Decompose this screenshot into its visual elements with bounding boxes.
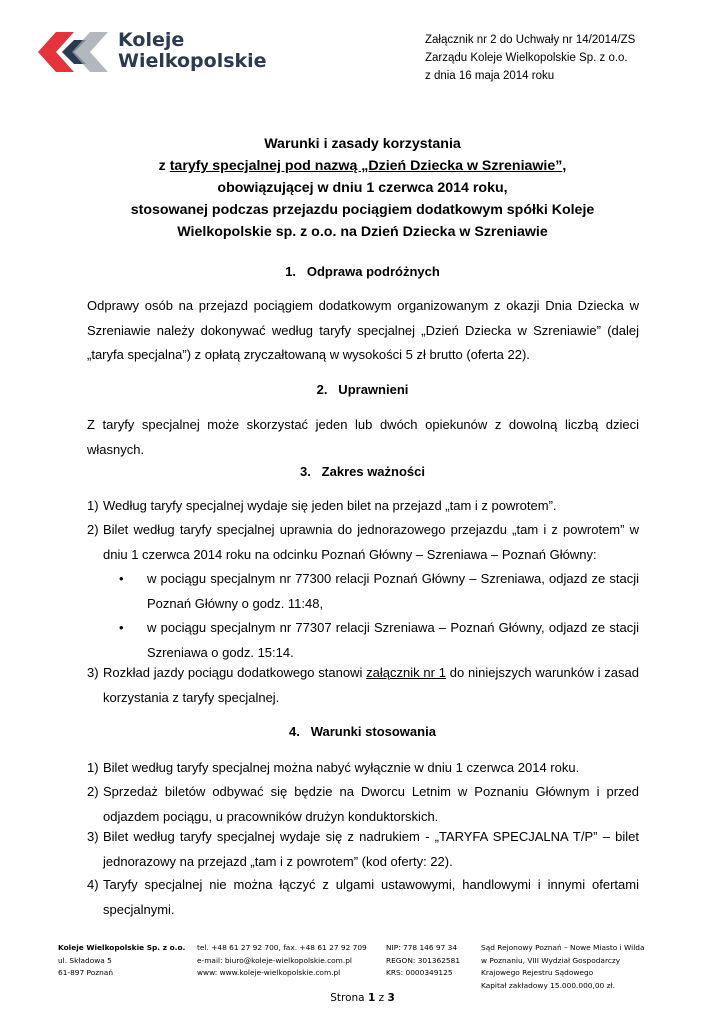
footer-website[interactable]: www: www.koleje-wielkopolskie.com.pl [197,968,341,977]
logo-wordmark [118,30,267,72]
page-label: Strona [330,992,368,1004]
annex-line-1: Załącznik nr 2 do Uchwały nr 14/2014/ZS [425,34,636,46]
title-line-2 [60,155,665,177]
section-4-item-4 [87,873,639,922]
item-text: Sprzedaż biletów odbywać się będzie na Dworcu Letnim w Poznaniu Głównym i przed odjazdem pociągu, u pracowników drużyn konduktorskich. [103,784,639,824]
item-text [87,661,639,710]
footer-krs: KRS: 0000349125 [386,968,453,977]
title-line-5: Wielkopolskie sp. z o.o. na Dzień Dziecka w Szreniawie [177,224,548,240]
footer-phone: tel. +48 61 27 92 700, fax. +48 61 27 92 709 [197,943,367,952]
item-text-pre: Rozkład jazdy pociągu dodatkowego stanowi [103,665,367,680]
annex-line-2: Zarządu Koleje Wielkopolskie Sp. z o.o. [425,52,628,64]
bullet-dot-icon: • [119,620,124,635]
item-number: 3) [87,829,99,844]
title-line-3: obowiązującej w dniu 1 czerwca 2014 roku, [217,180,508,196]
item-text-post: do niniejszych warunków i zasad korzystania z taryfy specjalnej. [103,665,639,705]
footer-regon: REGON: 301362581 [386,955,461,965]
footer-contact [197,942,382,980]
item-text: Według taryfy specjalnej wydaje się jeden bilet na przejazd „tam i z powrotem”. [103,498,557,513]
annex-note [425,31,635,85]
annex-line-3: z dnia 16 maja 2014 roku [425,70,555,82]
item-number: 1) [87,760,99,775]
section-3-heading: 3. Zakres ważności [299,464,425,479]
section-3-item-1 [87,494,639,519]
bullet-text: w pociągu specjalnym nr 77307 relacji Szreniawa – Poznań Główny, odjazd ze stacji Szreniawa o godz. 15:14. [147,620,639,660]
attachment-1-link[interactable]: załącznik nr 1 [366,665,446,680]
logo-line-1: Koleje [118,29,185,51]
logo-line-2: Wielkopolskie [118,50,267,72]
page-number [0,992,725,1004]
title-line-4: stosowanej podczas przejazdu pociągiem dodatkowym spółki Koleje [130,202,595,218]
item-text: Bilet według taryfy specjalnej można nabyć wyłącznie w dniu 1 czerwca 2014 roku. [103,760,580,775]
section-1-heading: 1. Odprawa podróżnych [285,264,440,279]
page-sep: z [375,992,388,1004]
title-line-1: Warunki i zasady korzystania [264,136,461,152]
footer-email[interactable]: e-mail: biuro@koleje-wielkopolskie.com.pl [197,955,352,965]
section-4-heading: 4. Warunki stosowania [289,724,436,739]
section-2-text: Z taryfy specjalnej może skorzystać jeden lub dwóch opiekunów z dowolną liczbą dzieci własnych. [87,417,639,457]
page-total: 3 [387,992,395,1004]
footer-company [58,942,193,980]
section-4-item-3 [87,825,639,874]
section-3-bullet-1 [119,567,639,616]
footer-company-name: Koleje Wielkopolskie Sp. z o.o. [58,943,186,952]
footer-court [481,942,671,992]
section-3-bullet-2 [119,616,639,665]
footer-street: ul. Składowa 5 [58,955,112,965]
section-2-heading: 2. Uprawnieni [316,382,409,397]
footer-registration [386,942,476,980]
bullet-text: w pociągu specjalnym nr 77300 relacji Poznań Główny – Szreniawa, odjazd ze stacji Poznań Główny o godz. 11:48, [147,571,639,611]
item-number: 4) [87,877,99,892]
bullet-dot-icon: • [119,571,124,586]
title-line-2-suffix: , [562,158,567,174]
item-number: 2) [87,784,99,799]
footer-court-line-3: Krajowego Rejestru Sądowego [481,968,594,977]
item-text: Bilet według taryfy specjalnej wydaje się z nadrukiem - „TARYFA SPECJALNA T/P” – bilet jednorazowy na przejazd „tam i z powrotem” (kod oferty: 22). [103,829,639,869]
footer-nip: NIP: 778 146 97 34 [386,943,458,952]
footer-capital: Kapitał zakładowy 15.000.000,00 zł. [481,980,615,990]
title-tariff-name: taryfy specjalnej pod nazwą „Dzień Dziecka w Szreniawie” [169,158,563,174]
section-4-item-1 [87,756,639,781]
footer-city: 61-897 Poznań [58,968,114,977]
item-number: 1) [87,498,99,513]
page-current: 1 [367,992,376,1004]
item-number: 3) [87,665,99,680]
footer-court-line-2: w Poznaniu, VIII Wydział Gospodarczy [481,955,621,965]
item-text: Taryfy specjalnej nie można łączyć z ulgami ustawowymi, handlowymi i innymi ofertami specjalnymi. [103,877,639,917]
item-number: 2) [87,522,99,537]
item-text: Bilet według taryfy specjalnej uprawnia do jednorazowego przejazdu „tam i z powrotem” w dniu 1 czerwca 2014 roku na odcinku Poznań Główny – Szreniawa – Poznań Główny: [103,522,639,562]
section-3-item-2 [87,518,639,567]
section-4-item-2 [87,780,639,829]
logo-mark-icon [38,32,110,72]
title-line-2-prefix: z [158,158,170,174]
section-3-item-3 [87,661,639,710]
footer-court-line-1: Sąd Rejonowy Poznań – Nowe Miasto i Wilda [481,943,645,952]
document-title [60,133,665,243]
company-logo [38,30,268,76]
section-1-text: Odprawy osób na przejazd pociągiem dodatkowym organizowanym z okazji Dnia Dziecka w Szreniawie należy dokonywać według taryfy specjalnej „Dzień Dziecka w Szreniawie” (dalej „taryfa specjalna”) z opłatą zryczałtowaną w wysokości 5 zł brutto (oferta 22). [87,298,639,362]
